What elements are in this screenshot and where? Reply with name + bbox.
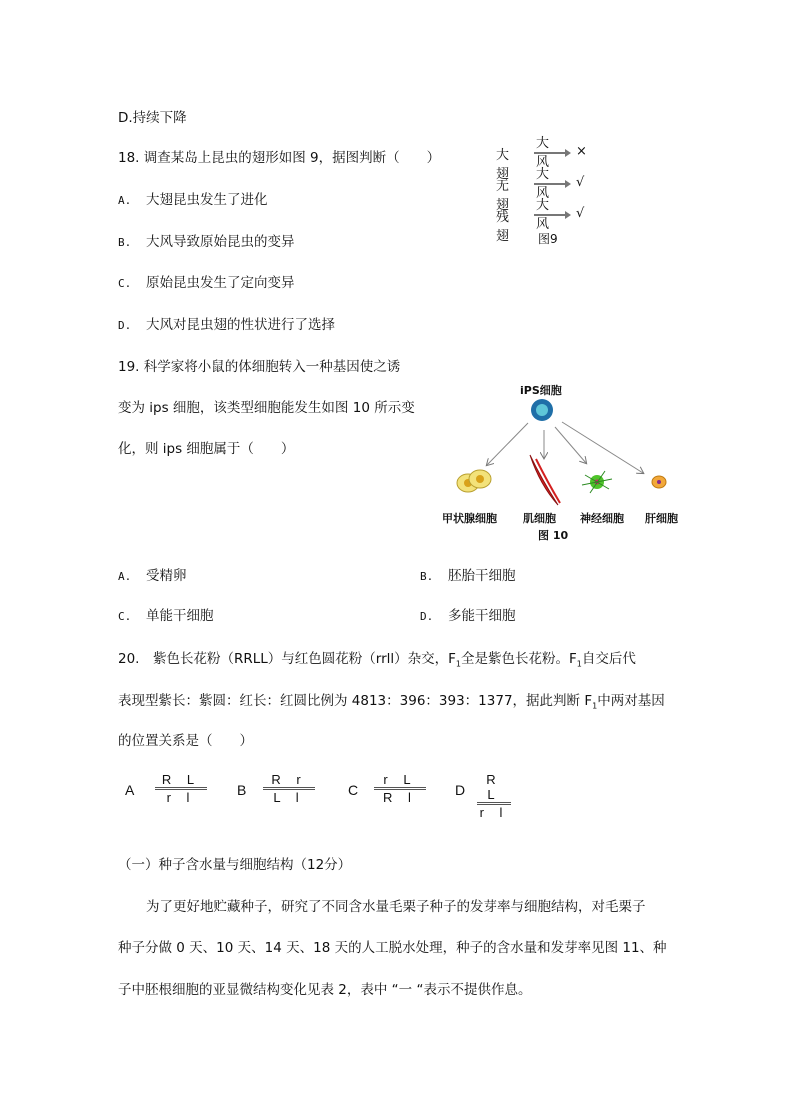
- q19-stem-line: 化，则 ips 细胞属于（ ）: [118, 441, 295, 457]
- q19-option-d[interactable]: D. 多能干细胞: [420, 608, 516, 624]
- figure-10: [430, 375, 690, 545]
- arrow-icon: [534, 183, 568, 185]
- q18-option-b[interactable]: B. 大风导致原始昆虫的变异: [118, 234, 295, 250]
- q18-option-d[interactable]: D. 大风对昆虫翅的性状进行了选择: [118, 317, 335, 333]
- q19-option-a[interactable]: A. 受精卵: [118, 568, 187, 584]
- section-title: （一）种子含水量与细胞结构（12分）: [118, 857, 352, 873]
- q18-option-c[interactable]: C. 原始昆虫发生了定向变异: [118, 275, 295, 291]
- liver-cell-icon: [652, 476, 666, 488]
- target-label: 甲状腺细胞: [442, 512, 497, 525]
- thyroid-cell-icon: [457, 470, 491, 492]
- arrow-icon: [534, 152, 568, 154]
- q20-stem-line: 表现型紫长：紫圆：红长：红圆比例为 4813：396：393：1377，据此判断 $F_1$中两对基因: [118, 693, 665, 711]
- figure-9: 大翅 大风 × 无翅 大风 √ 残翅 大风 √ 图9: [496, 136, 587, 246]
- q19-stem-line: 变为 ips 细胞，该类型细胞能发生如图 10 所示变: [118, 400, 415, 416]
- q18-option-a[interactable]: A. 大翅昆虫发生了进化: [118, 192, 268, 208]
- q17-option-d: D.持续下降: [118, 110, 187, 126]
- target-label: 神经细胞: [580, 512, 624, 525]
- q19-stem-line: 19. 科学家将小鼠的体细胞转入一种基因使之诱: [118, 359, 401, 375]
- q19-option-b[interactable]: B. 胚胎干细胞: [420, 568, 516, 584]
- q18-stem: 18. 调查某岛上昆虫的翅形如图 9，据图判断（ ）: [118, 150, 441, 166]
- q19-option-c[interactable]: C. 单能干细胞: [118, 608, 214, 624]
- target-label: 肌细胞: [523, 512, 556, 525]
- muscle-cell-icon: [530, 455, 560, 505]
- fig9-caption: 图9: [538, 232, 558, 246]
- ips-label: iPS细胞: [520, 384, 562, 397]
- document-page: D.持续下降 18. 调查某岛上昆虫的翅形如图 9，据图判断（ ） A. 大翅昆虫发生了进化 B. 大风导致原始昆虫的变异 C. 原始昆虫发生了定向变异 D. 大风对昆虫翅的性状进行了选择 大翅 大风 × 无翅 大风 √ 残翅 大风 √ 图9 19. 科学家将小鼠的体细胞转入一种基因使之诱 变为 ips 细胞，该类型细胞能发生如图 10 所示变 化，则 ips 细胞属于（ ） iPS细胞 甲状腺细胞 肌细胞 神经细胞 肝细胞 图 10 A. 受精卵 B. 胚胎干细胞 C. 单能干细胞 D. 多能干细胞 20. 紫色长花粉（RRLL）与红色圆花粉（rrll）杂交，$F_1$全是紫色长花粉。$F_1$自交后代 表现型紫长：紫圆：红长：红圆比例为 4813：396：393：1377，据此判断 $F_1$中两对基因 的位置关系是（ ） A R L r l B R r L l C r L R l D R L r l （一）种子含水量与细胞结构（12分） 为了更好地贮藏种子，研究了不同含水量毛栗子种子的发芽率与细胞结构，对毛栗子 种子分做 0 天、10 天、14 天、18 天的人工脱水处理，种子的含水量和发芽率见图 11、种 子中胚根细胞的亚显微结构变化见表 2，表中 “一 “表示不提供作息。: [0, 0, 790, 1119]
- target-label: 肝细胞: [645, 512, 678, 525]
- section-paragraph-line: 种子分做 0 天、10 天、14 天、18 天的人工脱水处理，种子的含水量和发芽率见图 11、种: [118, 940, 667, 956]
- arrow-icon: [534, 214, 568, 216]
- ips-cell-icon: [531, 399, 553, 421]
- section-paragraph-line: 为了更好地贮藏种子，研究了不同含水量毛栗子种子的发芽率与细胞结构，对毛栗子: [146, 899, 646, 915]
- q20-stem-line: 20. 紫色长花粉（RRLL）与红色圆花粉（rrll）杂交，$F_1$全是紫色长花粉。$F_1$自交后代: [118, 651, 636, 669]
- section-paragraph-line: 子中胚根细胞的亚显微结构变化见表 2，表中 “一 “表示不提供作息。: [118, 982, 532, 998]
- fig10-caption: 图 10: [538, 529, 569, 542]
- q20-stem-line: 的位置关系是（ ）: [118, 733, 253, 749]
- nerve-cell-icon: [582, 471, 612, 493]
